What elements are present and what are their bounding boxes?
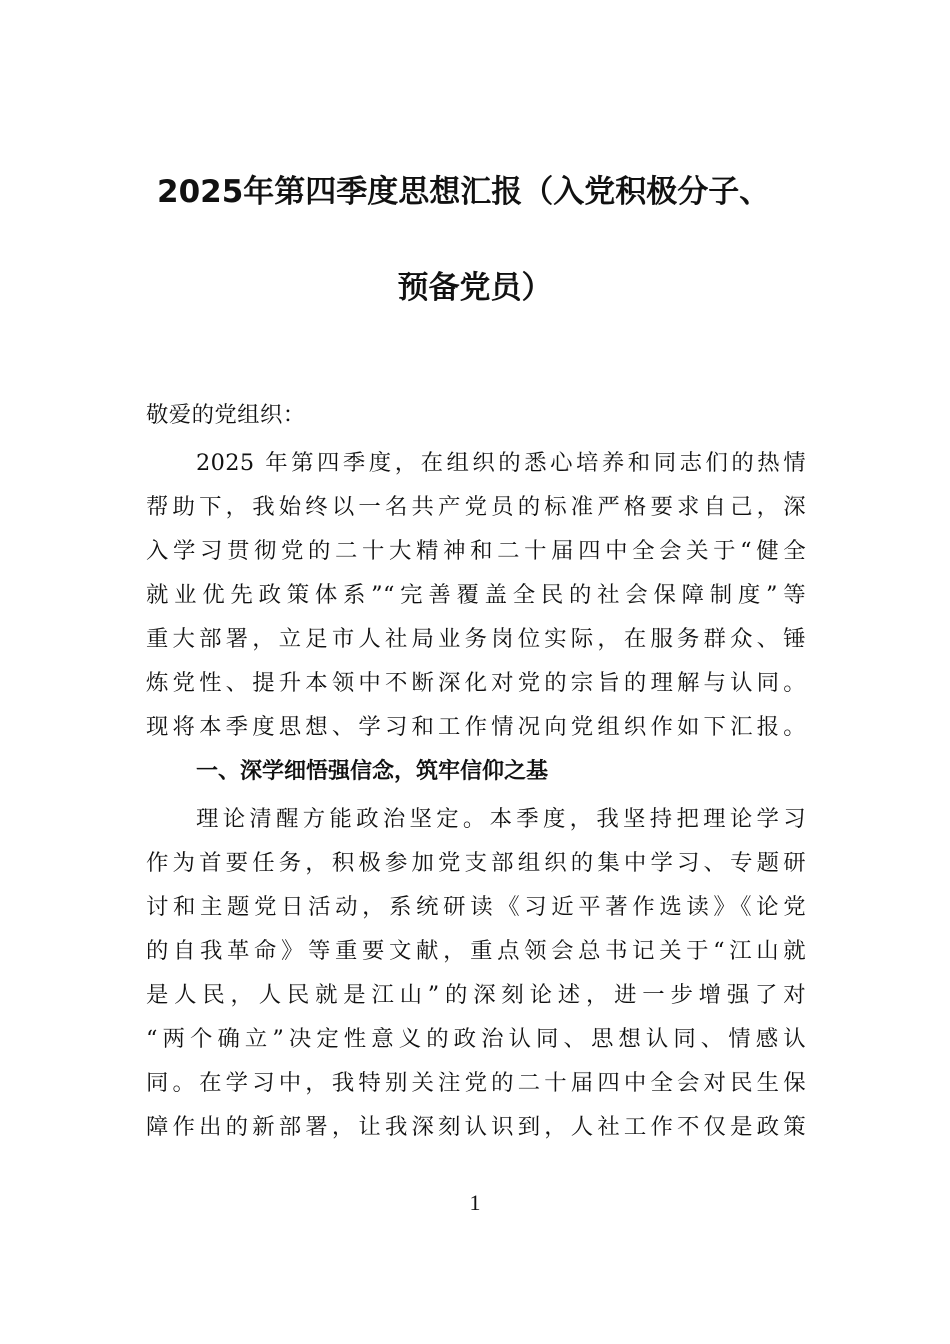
document-title-line-1: 2025年第四季度思想汇报（入党积极分子、 (157, 174, 771, 210)
paragraph-1-line: 2025 年第四季度，在组织的悉心培养和同志们的热情 (196, 450, 806, 476)
paragraph-1-line: 帮助下，我始终以一名共产党员的标准严格要求自己，深 (146, 494, 806, 520)
page-number: 1 (469, 1190, 481, 1215)
document-title-line-2: 预备党员） (397, 270, 553, 306)
paragraph-1-line: 现将本季度思想、学习和工作情况向党组织作如下汇报。 (146, 714, 806, 740)
paragraph-2-line: “两个确立”决定性意义的政治认同、思想认同、情感认 (146, 1026, 806, 1052)
section-1-heading: 一、深学细悟强信念，筑牢信仰之基 (196, 759, 549, 784)
paragraph-2-line: 障作出的新部署，让我深刻认识到，人社工作不仅是政策 (146, 1114, 806, 1140)
paragraph-2-line: 作为首要任务，积极参加党支部组织的集中学习、专题研 (146, 850, 806, 876)
paragraph-2-line: 讨和主题党日活动，系统研读《习近平著作选读》《论党 (146, 894, 806, 920)
paragraph-2-line: 理论清醒方能政治坚定。本季度，我坚持把理论学习 (196, 806, 806, 832)
paragraph-1-line: 重大部署，立足市人社局业务岗位实际，在服务群众、锤 (146, 626, 806, 652)
paragraph-2-line: 是人民，人民就是江山”的深刻论述，进一步增强了对 (146, 982, 806, 1008)
paragraph-1-line: 炼党性、提升本领中不断深化对党的宗旨的理解与认同。 (146, 670, 806, 696)
salutation: 敬爱的党组织： (146, 402, 306, 428)
paragraph-1-line: 入学习贯彻党的二十大精神和二十届四中全会关于“健全 (146, 538, 806, 564)
paragraph-2-line: 同。在学习中，我特别关注党的二十届四中全会对民生保 (146, 1070, 806, 1096)
paragraph-2-line: 的自我革命》等重要文献，重点领会总书记关于“江山就 (146, 938, 806, 964)
paragraph-1-line: 就业优先政策体系”“完善覆盖全民的社会保障制度”等 (146, 582, 806, 608)
